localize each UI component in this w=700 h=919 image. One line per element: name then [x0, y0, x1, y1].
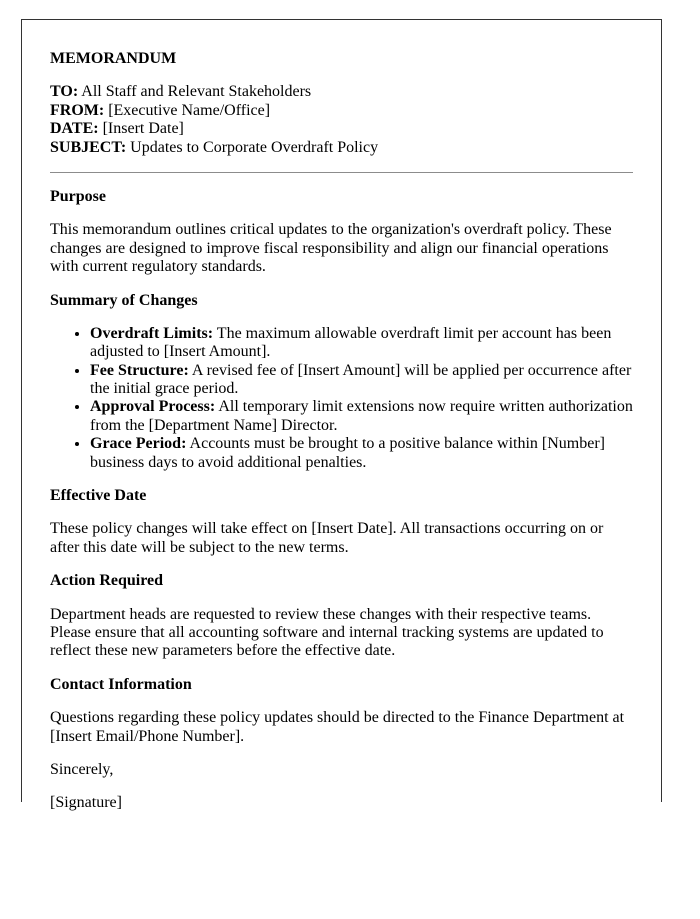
- section-heading-effective-date: Effective Date: [50, 487, 147, 505]
- header-field-label: SUBJECT:: [50, 138, 127, 156]
- action-required-paragraph: Department heads are requested to review these changes with their respective teams. Please ensure that all accounting software and internal tracking systems are updated to reflect these new parameters before the effective date.: [50, 605, 604, 660]
- effective-date-paragraph: These policy changes will take effect on [Insert Date]. All transactions occurring on or after this date will be subject to the new terms.: [50, 520, 604, 556]
- list-item-text: The maximum allowable overdraft limit per account has been adjusted to [Insert Amount].: [90, 324, 612, 361]
- header-field-value: [Executive Name/Office]: [108, 101, 271, 119]
- closing-text: Sincerely,: [50, 760, 114, 778]
- header-field-subject: [50, 139, 633, 157]
- header-field-value: All Staff and Relevant Stakeholders: [81, 83, 312, 101]
- header-divider: [50, 172, 633, 173]
- list-item-text: All temporary limit extensions now require written authorization from the [Department Name] Director.: [90, 398, 633, 434]
- list-item-label: Fee Structure:: [90, 361, 189, 379]
- list-item-approval-process: [90, 398, 633, 435]
- contact-information-paragraph: Questions regarding these policy updates should be directed to the Finance Department at [Insert Email/Phone Number].: [50, 709, 625, 745]
- signature-placeholder: [Signature]: [50, 794, 122, 812]
- list-item-grace-period: [90, 435, 633, 472]
- summary-changes-list: [50, 325, 633, 472]
- list-item-label: Overdraft Limits:: [90, 324, 214, 342]
- list-item-text: Accounts must be brought to a positive balance within [Number] business days to avoid additional penalties.: [90, 435, 605, 471]
- header-field-value: [Insert Date]: [102, 120, 184, 138]
- header-field-to: [50, 83, 633, 101]
- memo-title: MEMORANDUM: [50, 50, 177, 67]
- memo-document: [21, 19, 662, 812]
- section-heading-contact-information: Contact Information: [50, 675, 192, 693]
- header-field-label: DATE:: [50, 120, 99, 138]
- list-item-label: Grace Period:: [90, 435, 187, 453]
- header-field-label: FROM:: [50, 101, 105, 119]
- purpose-paragraph: This memorandum outlines critical updates to the organization's overdraft policy. These changes are designed to improve fiscal responsibility and align our financial operations with current regulatory standards.: [50, 221, 612, 276]
- header-field-label: TO:: [50, 83, 79, 101]
- header-field-from: [50, 102, 633, 120]
- list-item-label: Approval Process:: [90, 398, 216, 416]
- memo-header-block: [50, 83, 633, 157]
- section-heading-purpose: Purpose: [50, 187, 106, 205]
- section-heading-action-required: Action Required: [50, 572, 164, 590]
- section-heading-summary: Summary of Changes: [50, 291, 198, 309]
- list-item-fee-structure: [90, 362, 633, 399]
- list-item-text: A revised fee of [Insert Amount] will be applied per occurrence after the initial grace period.: [90, 361, 632, 398]
- header-field-value: Updates to Corporate Overdraft Policy: [130, 138, 379, 156]
- header-field-date: [50, 120, 633, 138]
- list-item-overdraft-limits: [90, 325, 633, 362]
